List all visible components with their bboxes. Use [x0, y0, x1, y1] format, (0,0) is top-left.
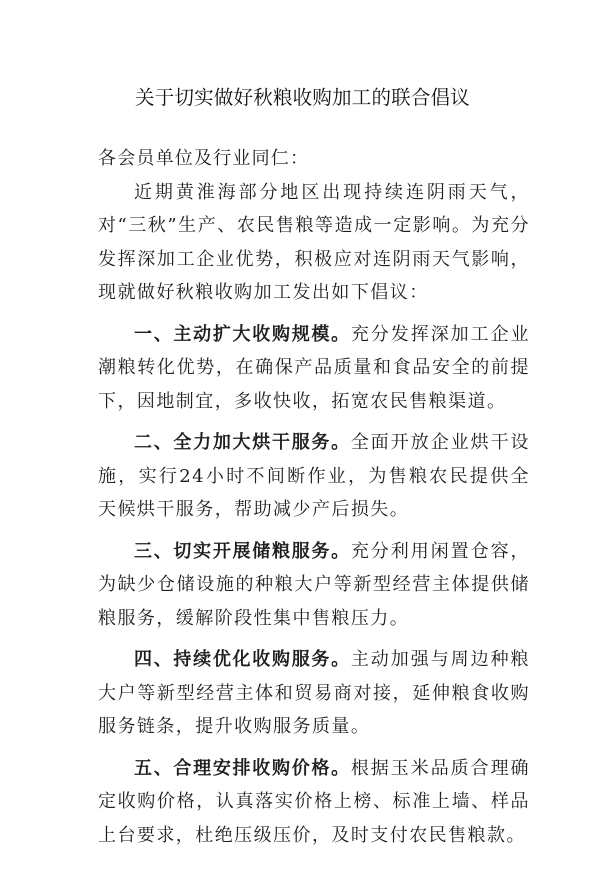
proposal-heading: 五、合理安排收购价格。	[134, 757, 351, 779]
intro-paragraph: 近期黄淮海部分地区出现持续连阴雨天气，对“三秋”生产、农民售粮等造成一定影响。为充分发挥深加工企业优势，积极应对连阴雨天气影响，现就做好秋粮收购加工发出如下倡议：	[98, 181, 530, 303]
proposal-heading: 三、切实开展储粮服务。	[134, 540, 351, 562]
proposal-heading: 一、主动扩大收购规模。	[134, 323, 351, 345]
salutation: 各会员单位及行业同仁：	[98, 148, 310, 169]
proposal-item-3	[98, 535, 530, 636]
proposal-text: 主动加强与周边种粮大户等新型经营主体和贸易商对接，延伸粮食收购服务链条，提升收购服务质量。	[98, 649, 530, 737]
proposal-text: 根据玉米品质合理确定收购价格，认真落实价格上榜、标准上墙、样品上台要求，杜绝压级压价，及时支付农民售粮款。	[98, 757, 530, 846]
proposal-text: 全面开放企业烘干设施，实行24小时不间断作业，为售粮农民提供全天候烘干服务，帮助减少产后损失。	[98, 432, 530, 520]
proposal-item-4	[98, 643, 530, 744]
proposal-item-2	[98, 426, 530, 527]
proposal-text: 充分发挥深加工企业潮粮转化优势，在确保产品质量和食品安全的前提下，因地制宜，多收快收，拓宽农民售粮渠道。	[98, 323, 530, 412]
document-title: 关于切实做好秋粮收购加工的联合倡议	[135, 86, 470, 109]
proposal-text: 充分利用闲置仓容，为缺少仓储设施的种粮大户等新型经营主体提供储粮服务，缓解阶段性集中售粮压力。	[98, 540, 530, 629]
document-body	[98, 142, 530, 860]
proposal-item-1	[98, 318, 530, 419]
proposal-heading: 二、全力加大烘干服务。	[134, 432, 351, 453]
proposal-item-5	[98, 752, 530, 853]
proposal-heading: 四、持续优化收购服务。	[134, 649, 351, 670]
